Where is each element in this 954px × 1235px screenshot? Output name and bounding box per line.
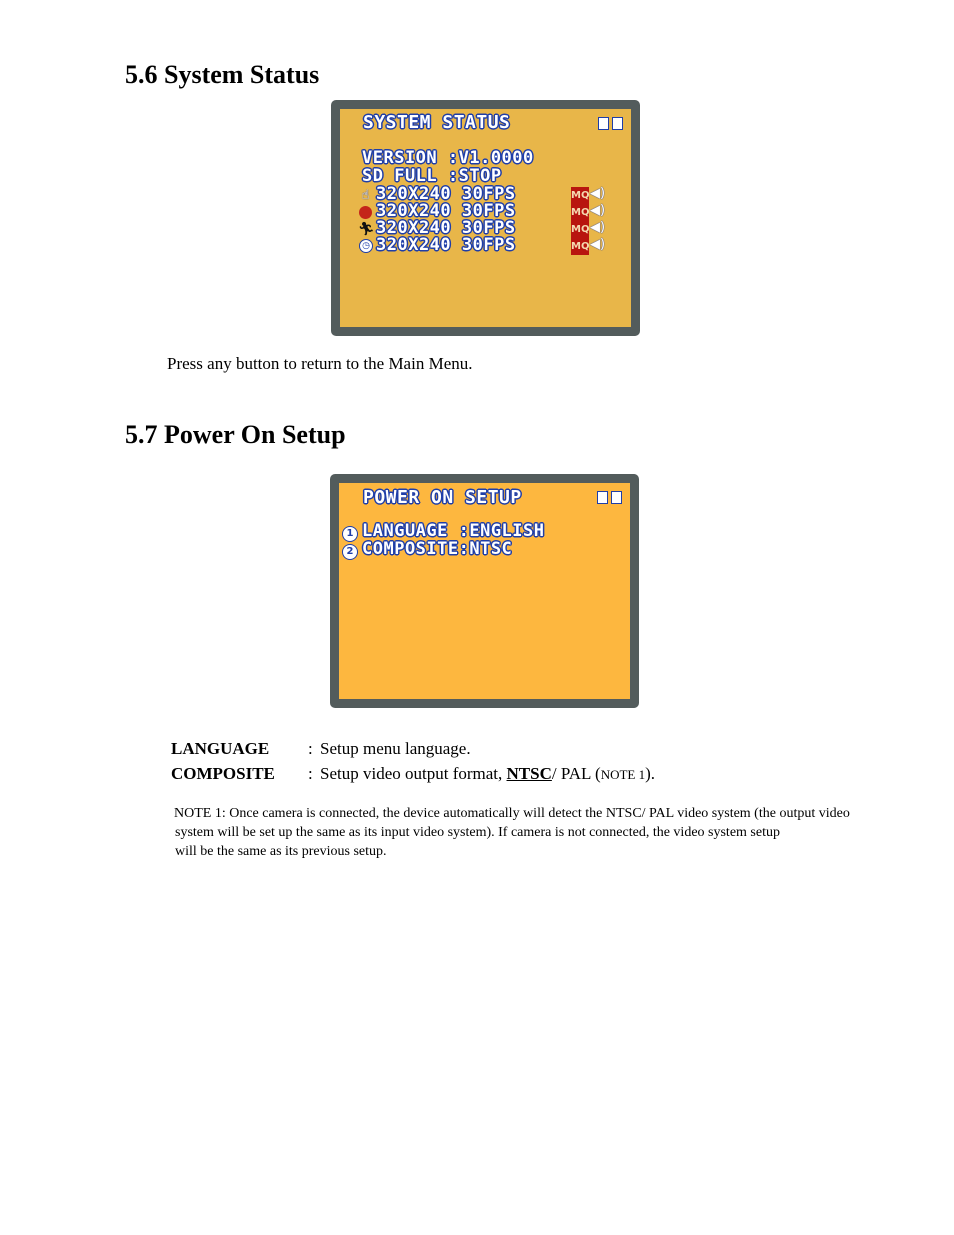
section-heading-power-on-setup: 5.7 Power On Setup — [125, 420, 346, 449]
quality-badge: MQ — [571, 187, 589, 204]
composite-colon: : — [308, 764, 313, 783]
screen-mode-icon — [598, 117, 623, 130]
language-colon: : — [308, 739, 313, 758]
row-text: 320X240 30FPS — [376, 184, 516, 204]
system-status-screen — [331, 100, 640, 336]
speaker-icon: ◀) — [590, 203, 606, 218]
row-text: 320X240 30FPS — [376, 235, 516, 255]
osd-title: SYSTEM STATUS — [363, 112, 511, 133]
quality-badge: MQ — [571, 204, 589, 221]
note-reference: NOTE 1 — [600, 767, 646, 782]
section-heading-system-status: 5.6 System Status — [125, 60, 320, 89]
row-text: 320X240 30FPS — [376, 201, 516, 221]
number-one-icon: 1 — [342, 526, 358, 542]
sd-full-line: SD FULL :STOP — [362, 166, 502, 186]
motion-icon: 🏃︎ — [358, 222, 375, 237]
note-line-1: NOTE 1: Once camera is connected, the device automatically will detect the NTSC/ PAL video system (the output video — [174, 806, 850, 821]
return-instruction: Press any button to return to the Main Menu. — [167, 354, 473, 373]
quality-badge: MQ — [571, 221, 589, 238]
quality-badge: MQ — [571, 238, 589, 255]
composite-term: COMPOSITE — [171, 764, 275, 783]
alarm-icon — [359, 206, 372, 219]
clock-icon: ◷ — [359, 239, 373, 253]
composite-setting: COMPOSITE:NTSC — [362, 539, 513, 559]
power-on-setup-screen — [330, 474, 639, 708]
language-term: LANGUAGE — [171, 739, 270, 758]
note-line-3: will be the same as its previous setup. — [175, 844, 387, 859]
language-setting: LANGUAGE :ENGLISH — [362, 521, 545, 541]
language-description: Setup menu language. — [320, 739, 471, 758]
osd-title: POWER ON SETUP — [363, 487, 522, 508]
system-status-osd — [340, 109, 631, 327]
composite-desc-prefix: Setup video output format, — [320, 764, 507, 783]
speaker-icon: ◀) — [590, 186, 606, 201]
version-line: VERSION :V1.0000 — [362, 148, 534, 168]
ntsc-emphasis: NTSC — [506, 764, 552, 783]
number-two-icon: 2 — [342, 544, 358, 560]
row-text: 320X240 30FPS — [376, 218, 516, 238]
composite-desc-close: ). — [645, 764, 656, 783]
speaker-icon: ◀) — [590, 220, 606, 235]
hand-icon: ☝ — [361, 188, 370, 203]
power-on-setup-osd — [339, 483, 630, 699]
note-line-2: system will be set up the same as its input video system). If camera is not connected, the video system setup — [175, 825, 780, 840]
screen-mode-icon — [597, 491, 622, 504]
composite-description — [320, 764, 655, 785]
speaker-icon: ◀) — [590, 237, 606, 252]
pal-text: / PAL ( — [551, 764, 601, 783]
